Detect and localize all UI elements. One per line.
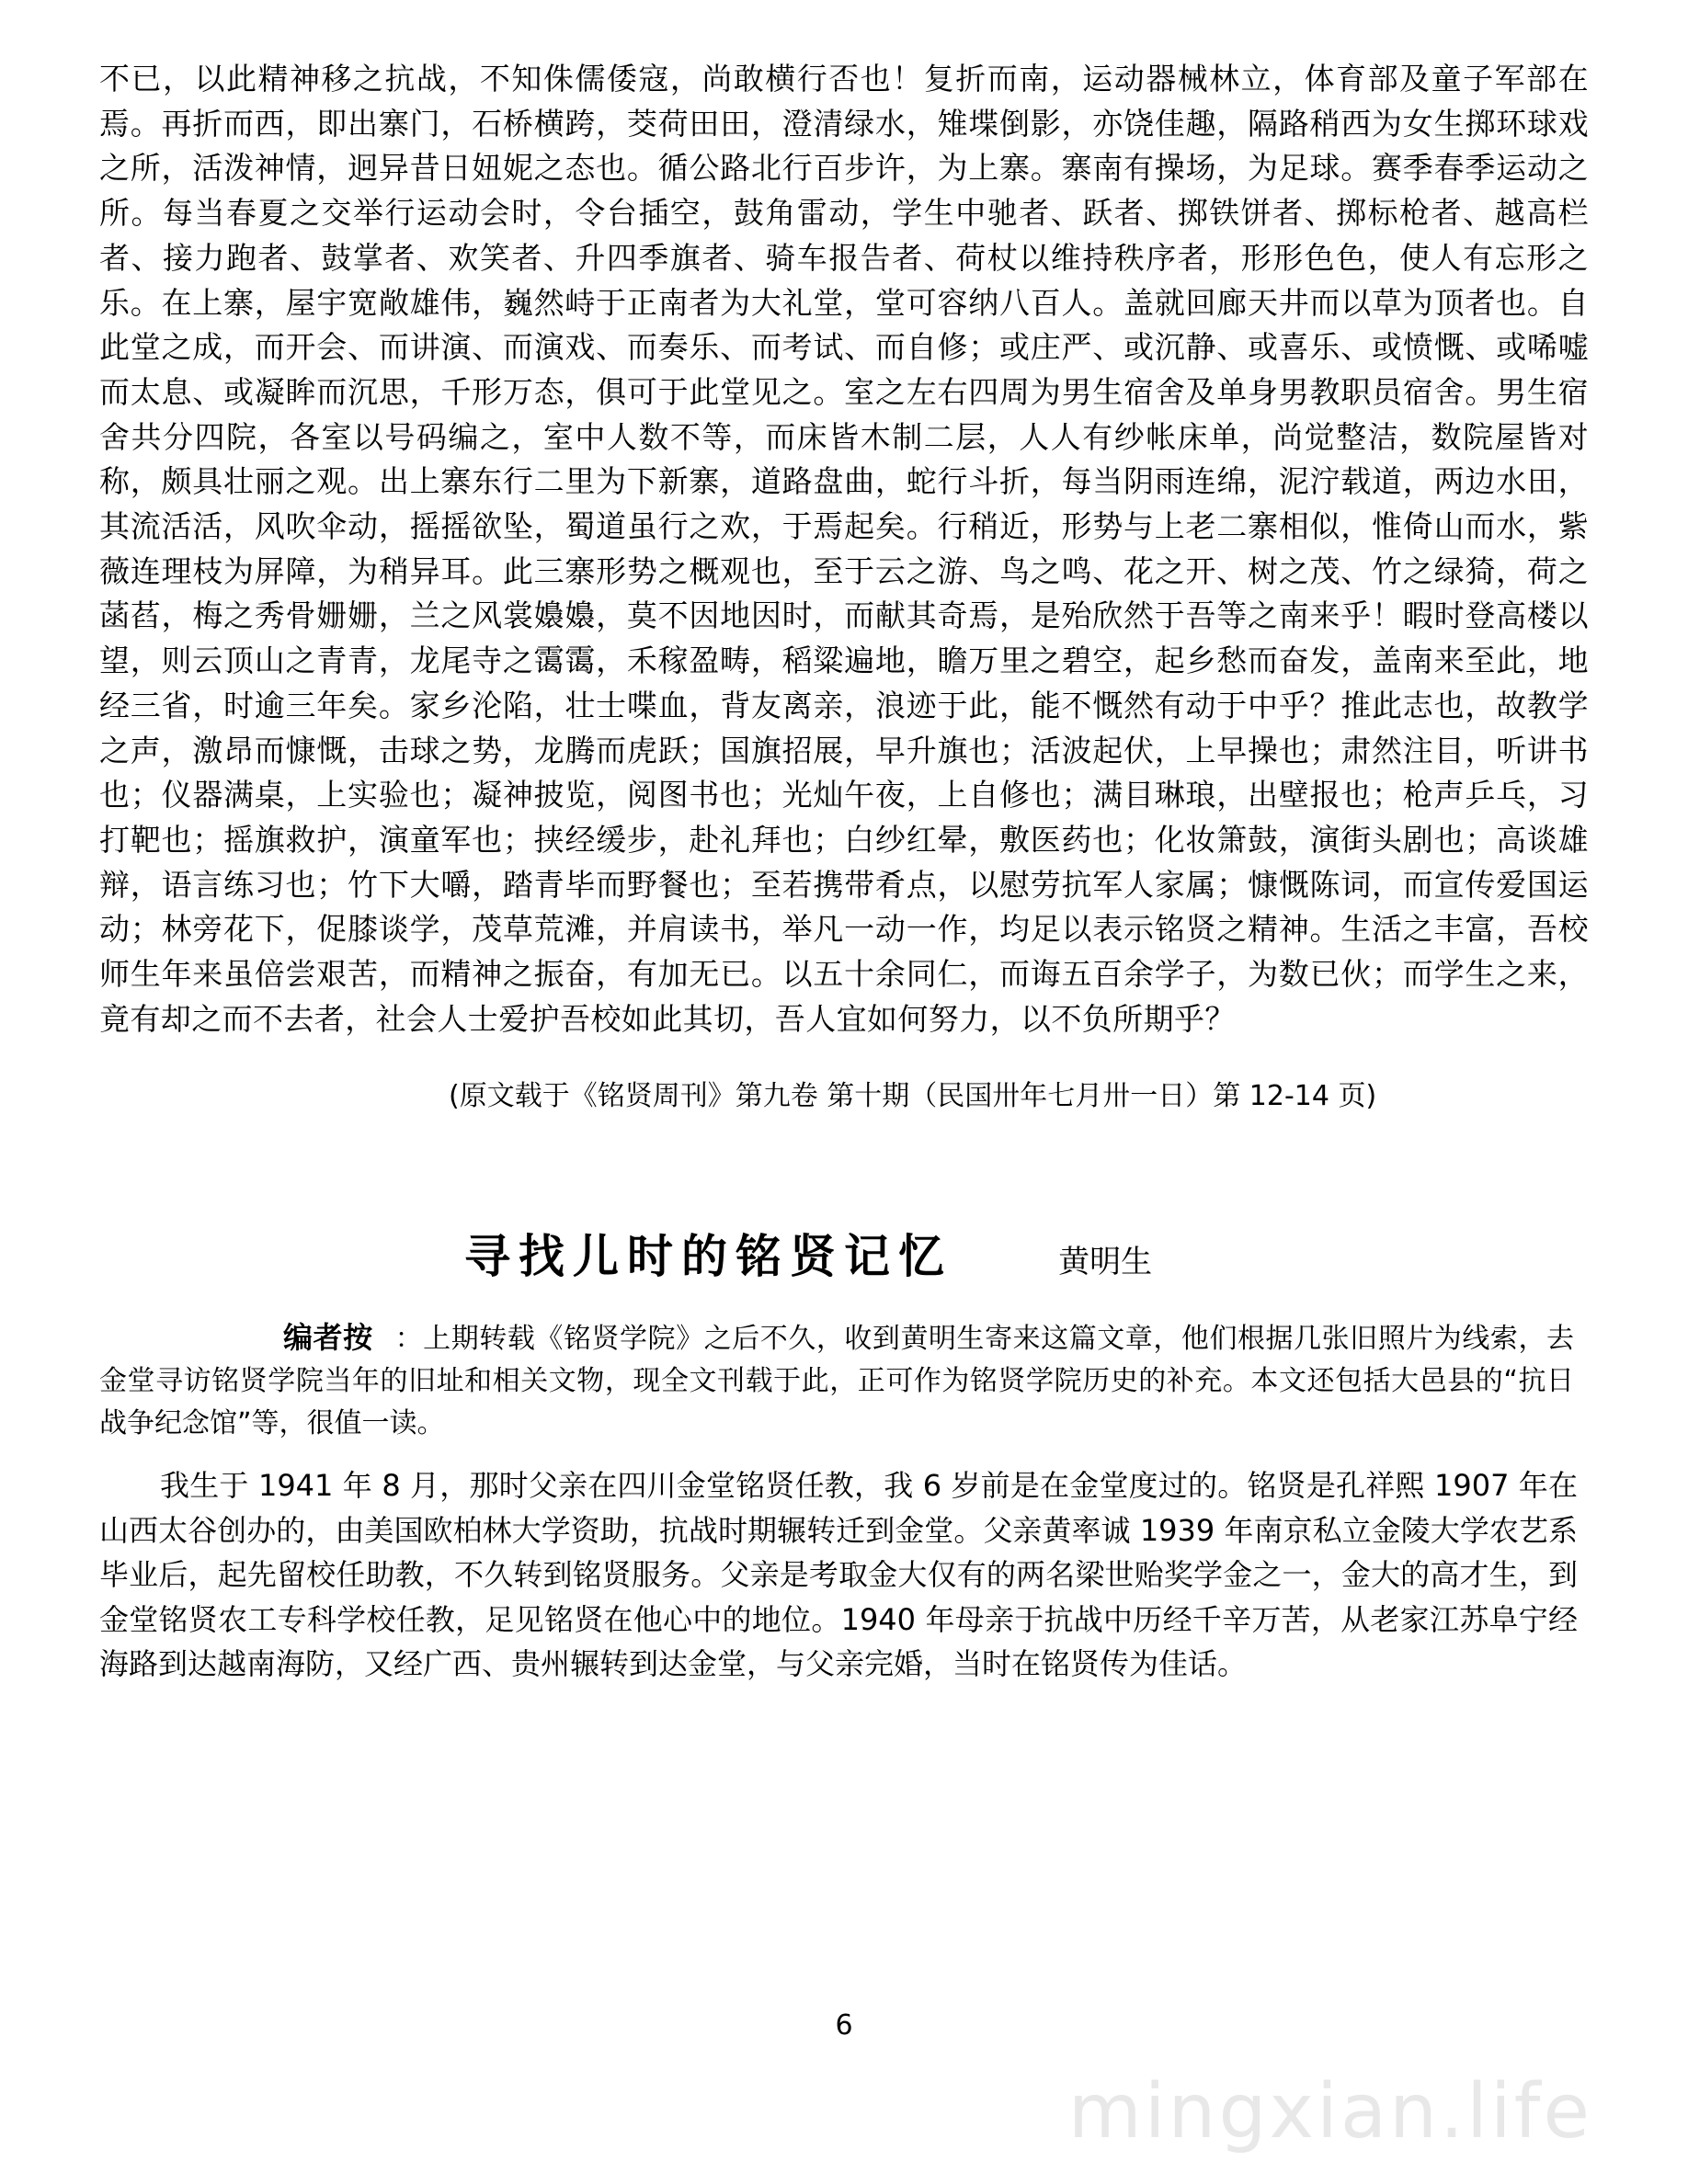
article-continuation-text: 不已，以此精神移之抗战，不知侏儒倭寇，尚敢横行否也！复折而南，运动器械林立，体育部及童子军部在焉。再折而西，即出寨门，石桥横跨，茭荷田田，澄清绿水，雉堞倒影，亦饶佳趣，隔路稍西为女生掷环球戏之所，活泼神情，迥异昔日妞妮之态也。循公路北行百步许，为上寨。寨南有操场，为足球。赛季春季运动之所。每当春夏之交举行运动会时，令台插空，鼓角雷动，学生中驰者、跃者、掷铁饼者、掷标枪者、越高栏者、接力跑者、鼓掌者、欢笑者、升四季旗者、骑车报告者、荷杖以维持秩序者，形形色色，使人有忘形之乐。在上寨，屋宇宽敞雄伟，巍然峙于正南者为大礼堂，堂可容纳八百人。盖就回廊天井而以草为顶者也。自此堂之成，而开会、而讲演、而演戏、而奏乐、而考试、而自修；或庄严、或沉静、或喜乐、或愤慨、或唏嘘而太息、或凝眸而沉思，千形万态，俱可于此堂见之。室之左右四周为男生宿舍及单身男教职员宿舍。男生宿舍共分四院，各室以号码编之，室中人数不等，而床皆木制二层，人人有纱帐床单，尚觉整洁，数院屋皆对称，颇具壮丽之观。出上寨东行二里为下新寨，道路盘曲，蛇行斗折，每当阴雨连绵，泥泞载道，两边水田，其流活活，风吹伞动，摇摇欲坠，蜀道虽行之欢，于焉起矣。行稍近，形势与上老二寨相似，惟倚山而水，紫薇连理枝为屏障，为稍异耳。此三寨形势之概观也，至于云之游、鸟之鸣、花之开、树之茂、竹之绿猗，荷之菡萏，梅之秀骨姗姗，兰之风裳嬝嬝，莫不因地因时，而献其奇焉，是殆欣然于吾等之南来乎！暇时登高楼以望，则云顶山之青青，龙尾寺之霭霭，禾稼盈畴，稻粱遍地，瞻万里之碧空，起乡愁而奋发，盖南来至此，地经三省，时逾三年矣。家乡沦陷，壮士喋血，背友离亲，浪迹于此，能不慨然有动于中乎？推此志也，故教学之声，激昂而慷慨，击球之势，龙腾而虎跃；国旗招展，早升旗也；活波起伏，上早操也；肃然注目，听讲书也；仪器满桌，上实验也；凝神披览，阅图书也；光灿午夜，上自修也；满目琳琅，出壁报也；枪声乒乓，习打靶也；摇旗救护，演童军也；挟经缓步，赴礼拜也；白纱红晕，敷医药也；化妆箫鼓，演街头剧也；高谈雄辩，语言练习也；竹下大嚼，踏青毕而野餐也；至若携带肴点，以慰劳抗军人家属；慷慨陈词，而宣传爱国运动；林旁花下，促膝谈学，茂草荒滩，并肩读书，举凡一动一作，均足以表示铭贤之精神。生活之丰富，吾校师生年来虽倍尝艰苦，而精神之振奋，有加无已。以五十余同仁，而诲五百余学子，为数已伙；而学生之来，竟有却之而不去者，社会人士爱护吾校如此其切，吾人宜如何努力，以不负所期乎？ (99, 61, 1589, 1037)
editor-note (99, 1316, 1574, 1445)
article-paragraph: 我生于 1941 年 8 月，那时父亲在四川金堂铭贤任教，我 6 岁前是在金堂度过的。铭贤是孔祥熙 1907 年在山西太谷创办的，由美国欧柏林大学资助，抗战时期辗转迁到金堂。父亲黄率诚 1939 年南京私立金陵大学农艺系毕业后，起先留校任助教，不久转到铭贤服务。父亲是考取金大仅有的两名梁世贻奖学金之一，金大的高才生，到金堂铭贤农工专科学校任教，足见铭贤在他心中的地位。1940 年母亲于抗战中历经千辛万苦，从老家江苏阜宁经海路到达越南海防，又经广西、贵州辗转到达金堂，与父亲完婚，当时在铭贤传为佳话。 (99, 1468, 1578, 1681)
editor-note-label: 编者按 (283, 1320, 373, 1355)
article-header (464, 1220, 1292, 1293)
site-watermark: mingxian.life (1067, 2068, 1592, 2156)
page-number: 6 (835, 2009, 853, 2042)
source-citation: (原文载于《铭贤周刊》第九卷 第十期（民国卅年七月卅一日）第 12-14 页) (449, 1080, 1377, 1112)
article-author: 黄明生 (1058, 1244, 1153, 1280)
editor-note-text: ：上期转载《铭贤学院》之后不久，收到黄明生寄来这篇文章，他们根据几张旧照片为线索，去金堂寻访铭贤学院当年的旧址和相关文物，现全文刊载于此，正可作为铭贤学院历史的补充。本文还包括大邑县的“抗日战争纪念馆”等，很值一读。 (99, 1323, 1574, 1439)
article-title: 寻找儿时的铭贤记忆 (464, 1229, 952, 1283)
